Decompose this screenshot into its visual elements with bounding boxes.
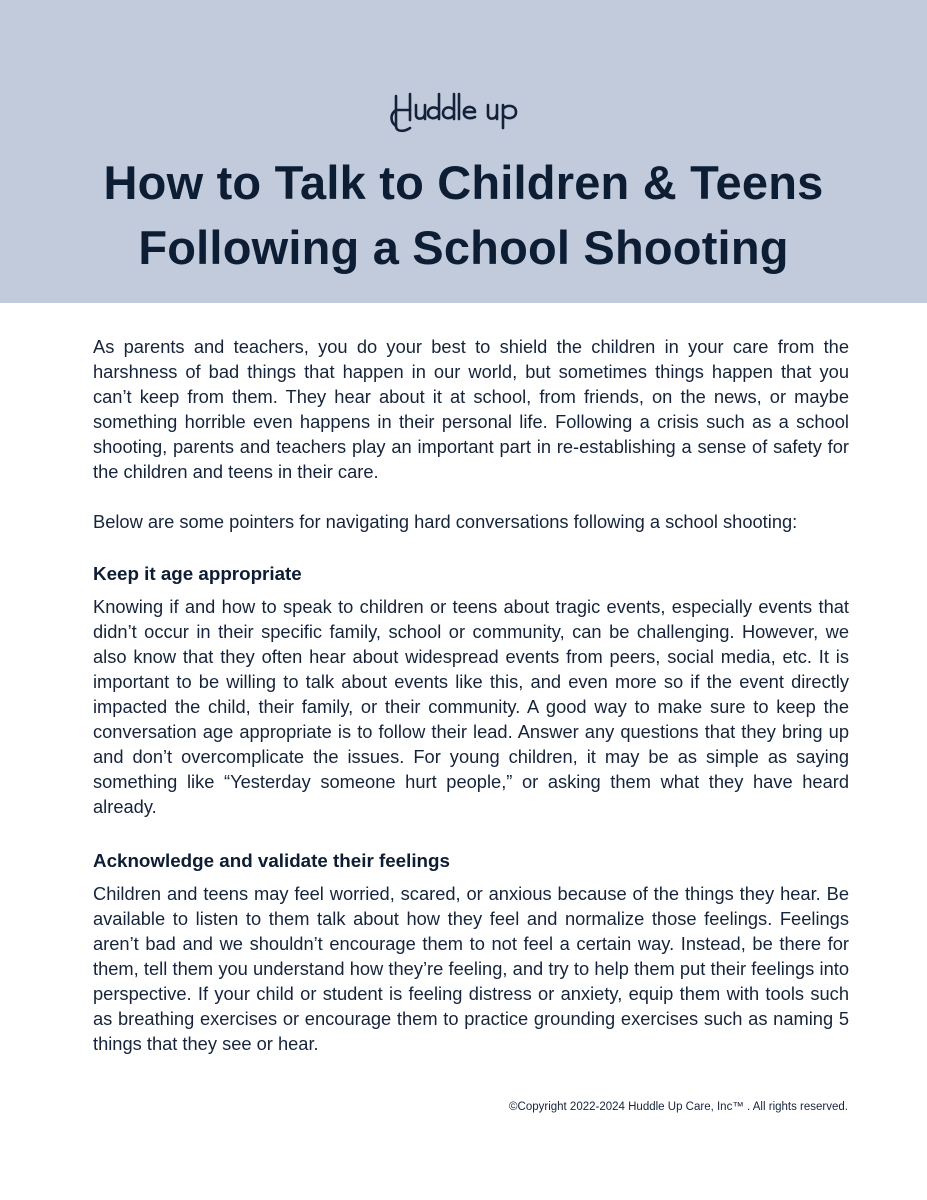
copyright-footer: ©Copyright 2022-2024 Huddle Up Care, Inc™ . All rights reserved. (509, 1101, 848, 1113)
page-title-line-2: Following a School Shooting (138, 221, 789, 274)
section-heading: Keep it age appropriate (93, 563, 302, 584)
section-validate-feelings (93, 848, 849, 1056)
intro-paragraph: As parents and teachers, you do your best to shield the children in your care from the harshness of bad things that happen in our world, but sometimes things happen that you can’t keep from them. They hear about it at school, from friends, on the news, or maybe something horrible even happens in their personal life. Following a crisis such as a school shooting, parents and teachers play an important part in re-establishing a sense of safety for the children and teens in their care. (93, 336, 849, 482)
huddle-up-logo (388, 88, 540, 134)
header-banner (0, 0, 927, 303)
pointers-intro: Below are some pointers for navigating hard conversations following a school shooting: (93, 511, 798, 532)
section-heading: Acknowledge and validate their feelings (93, 850, 450, 871)
article-body (93, 334, 849, 1085)
section-body: Knowing if and how to speak to children or teens about tragic events, especially events that didn’t occur in their specific family, school or community, can be challenging. However, we also know that they often hear about widespread events from peers, social media, etc. It is important to be willing to talk about events like this, and even more so if the event directly impacted the child, their family, or their community. A good way to make sure to keep the conversation age appropriate is to follow their lead. Answer any questions that they bring up and don’t overcomplicate the issues. For young children, it may be as simple as saying something like “Yesterday someone hurt people,” or asking them what they have heard already. (93, 596, 849, 817)
section-age-appropriate (93, 561, 849, 819)
huddle-up-logo-icon (388, 88, 540, 134)
section-body: Children and teens may feel worried, scared, or anxious because of the things they hear. Be available to listen to them talk about how they feel and normalize those feelings. Feelings aren’t bad and we shouldn’t encourage them to not feel a certain way. Instead, be there for them, tell them you understand how they’re feeling, and try to help them put their feelings into perspective. If your child or student is feeling distress or anxiety, equip them with tools such as breathing exercises or encourage them to practice grounding exercises such as naming 5 things that they see or hear. (93, 883, 849, 1054)
page-title-line-1: How to Talk to Children & Teens (103, 156, 824, 209)
page-title (60, 150, 867, 280)
